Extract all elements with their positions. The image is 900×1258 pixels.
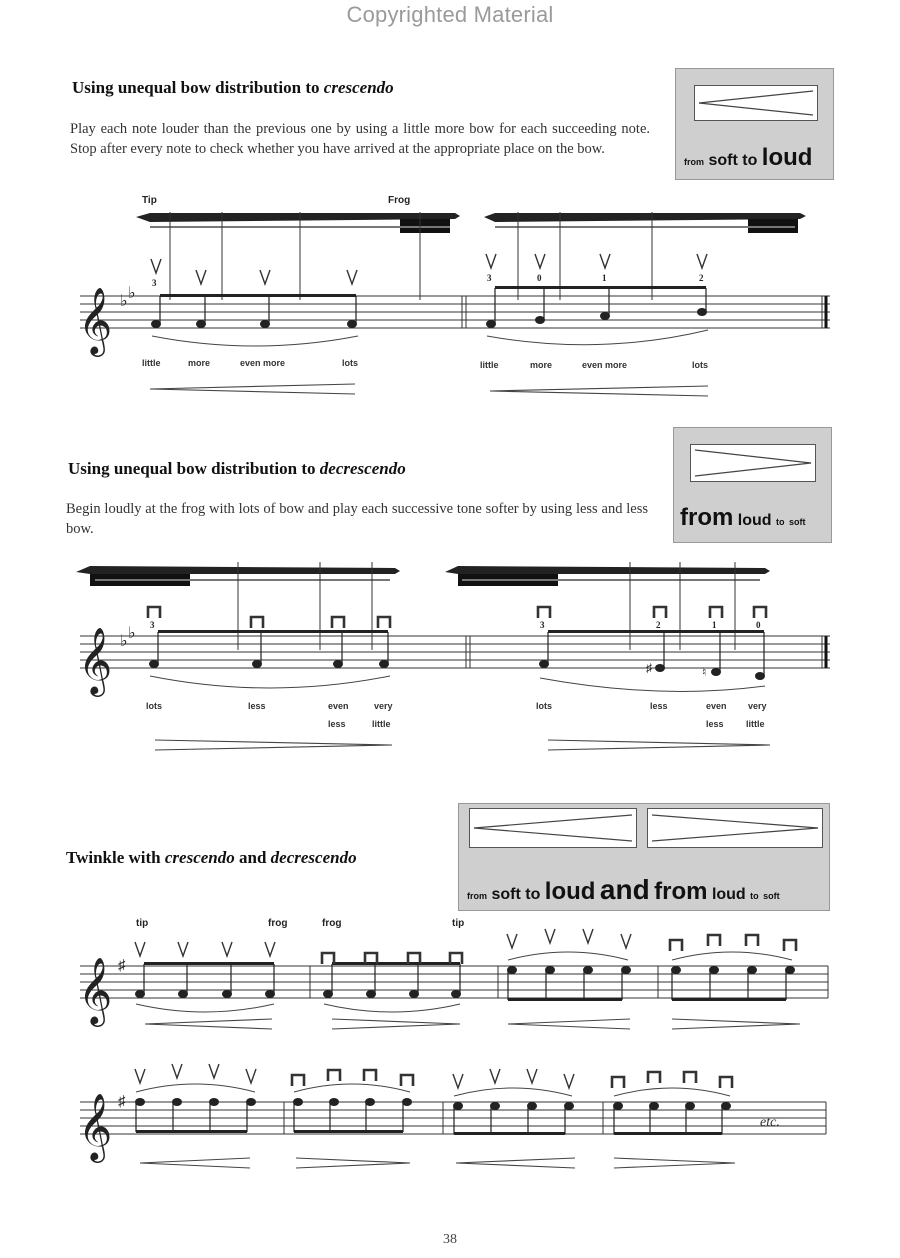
treble-clef: 𝄞 bbox=[78, 286, 113, 354]
crescendo-labels bbox=[142, 358, 708, 370]
svg-text:even more: even more bbox=[582, 360, 628, 370]
svg-text:2: 2 bbox=[699, 273, 704, 283]
svg-text:lots: lots bbox=[536, 701, 553, 711]
twinkle-bowings-line-2 bbox=[135, 1064, 732, 1096]
svg-text:3: 3 bbox=[487, 273, 492, 283]
box-word-loud-2: loud bbox=[711, 886, 746, 903]
box-word-to: to bbox=[776, 517, 785, 527]
crescendo-hairpins bbox=[150, 384, 708, 396]
flat-sign: ♭ bbox=[128, 285, 136, 302]
box-word-loud: loud bbox=[544, 878, 596, 905]
decrescendo-paragraph: Begin loudly at the frog with lots of bow and play each successive tone softer by using less and less bow. bbox=[66, 501, 648, 537]
bow-label-tip: tip bbox=[452, 918, 465, 929]
box-word-soft: soft bbox=[788, 517, 806, 527]
svg-text:more: more bbox=[530, 360, 553, 370]
box-word-from: from bbox=[680, 504, 734, 531]
decrescendo-heading-text: Using unequal bow distribution to bbox=[68, 459, 320, 478]
box-word-from-2: from bbox=[654, 878, 708, 905]
svg-text:3: 3 bbox=[540, 620, 545, 630]
twinkle-heading-mid: and bbox=[234, 848, 271, 867]
label-even-more: even more bbox=[240, 358, 286, 368]
box-word-to-2: to bbox=[750, 891, 759, 901]
bow-label-frog: Frog bbox=[388, 195, 411, 206]
label-very-little: very little bbox=[372, 701, 393, 729]
label-less: less bbox=[248, 701, 266, 711]
svg-text:♭: ♭ bbox=[120, 633, 128, 650]
svg-text:♯: ♯ bbox=[646, 661, 652, 675]
svg-text:0: 0 bbox=[756, 620, 761, 630]
fingering: 3 bbox=[152, 278, 157, 288]
box-word-loud: loud bbox=[761, 144, 813, 171]
svg-text:𝄞: 𝄞 bbox=[78, 1092, 113, 1160]
svg-text:2: 2 bbox=[656, 620, 661, 630]
box-word-soft: soft bbox=[708, 152, 738, 169]
notes-crescendo-1 bbox=[151, 259, 358, 346]
label-lots: lots bbox=[146, 701, 163, 711]
twinkle-bow-labels bbox=[136, 918, 464, 929]
box-word-from: from bbox=[684, 157, 704, 167]
crescendo-paragraph: Play each note louder than the previous one by using a little more bow for each succeeding note. Stop after every note to check whether you have arrived at the appropriate place on the bow. bbox=[70, 121, 650, 157]
svg-text:less: less bbox=[650, 701, 668, 711]
decrescendo-heading-italic: decrescendo bbox=[319, 459, 406, 478]
notes-decrescendo-1 bbox=[148, 607, 390, 688]
page-number: 38 bbox=[443, 1232, 457, 1247]
box-word-loud: loud bbox=[737, 512, 772, 529]
box-word-to: to bbox=[742, 152, 758, 169]
svg-text:1: 1 bbox=[602, 273, 607, 283]
decrescendo-labels bbox=[146, 701, 767, 729]
svg-text:♯: ♯ bbox=[118, 1094, 126, 1110]
staff-system-2 bbox=[78, 625, 830, 697]
label-lots: lots bbox=[342, 358, 359, 368]
svg-text:𝄞: 𝄞 bbox=[78, 956, 113, 1024]
box-word-and: and bbox=[599, 874, 650, 905]
twinkle-heading-text: Twinkle with bbox=[66, 848, 165, 867]
twinkle-hairpins-line-1 bbox=[145, 1019, 800, 1029]
twinkle-heading-italic-2: decrescendo bbox=[270, 848, 357, 867]
crescendo-heading-text: Using unequal bow distribution to bbox=[72, 78, 324, 97]
bow-label-frog: frog bbox=[322, 918, 342, 929]
svg-text:0: 0 bbox=[537, 273, 542, 283]
flat-sign: ♭ bbox=[120, 293, 128, 310]
bow-label-tip: Tip bbox=[142, 195, 157, 206]
staff-system-4 bbox=[78, 1092, 826, 1163]
twinkle-hairpins-line-2 bbox=[140, 1158, 735, 1168]
label-little: little bbox=[142, 358, 161, 368]
box-word-from: from bbox=[467, 891, 487, 901]
bow-label-frog: frog bbox=[268, 918, 288, 929]
svg-text:3: 3 bbox=[150, 620, 155, 630]
bow-label-tip: tip bbox=[136, 918, 149, 929]
svg-text:1: 1 bbox=[712, 620, 717, 630]
decrescendo-hairpins bbox=[155, 740, 770, 750]
svg-text:lots: lots bbox=[692, 360, 709, 370]
box-word-soft: soft bbox=[491, 886, 521, 903]
etc-marking: etc. bbox=[760, 1115, 780, 1130]
notes-crescendo-2 bbox=[486, 254, 708, 345]
box-word-soft-2: soft bbox=[763, 891, 780, 901]
label-more: more bbox=[188, 358, 211, 368]
svg-text:𝄞: 𝄞 bbox=[78, 626, 113, 694]
twinkle-heading-italic-1: crescendo bbox=[164, 848, 235, 867]
svg-text:little: little bbox=[480, 360, 499, 370]
crescendo-bow-diagram-1 bbox=[136, 195, 460, 300]
crescendo-heading-italic: crescendo bbox=[323, 78, 394, 97]
svg-text:evenless: even less bbox=[706, 701, 727, 729]
copyright-watermark: Copyrighted Material bbox=[346, 2, 554, 27]
notes-decrescendo-2 bbox=[538, 607, 766, 691]
svg-text:♮: ♮ bbox=[702, 665, 707, 679]
svg-text:♭: ♭ bbox=[128, 625, 136, 642]
box-word-to: to bbox=[525, 886, 541, 903]
sharp-sign: ♯ bbox=[118, 958, 126, 974]
svg-text:verylittle: very little bbox=[746, 701, 767, 729]
twinkle-notes-line-2 bbox=[135, 1098, 780, 1135]
label-even-less: even less bbox=[328, 701, 349, 729]
